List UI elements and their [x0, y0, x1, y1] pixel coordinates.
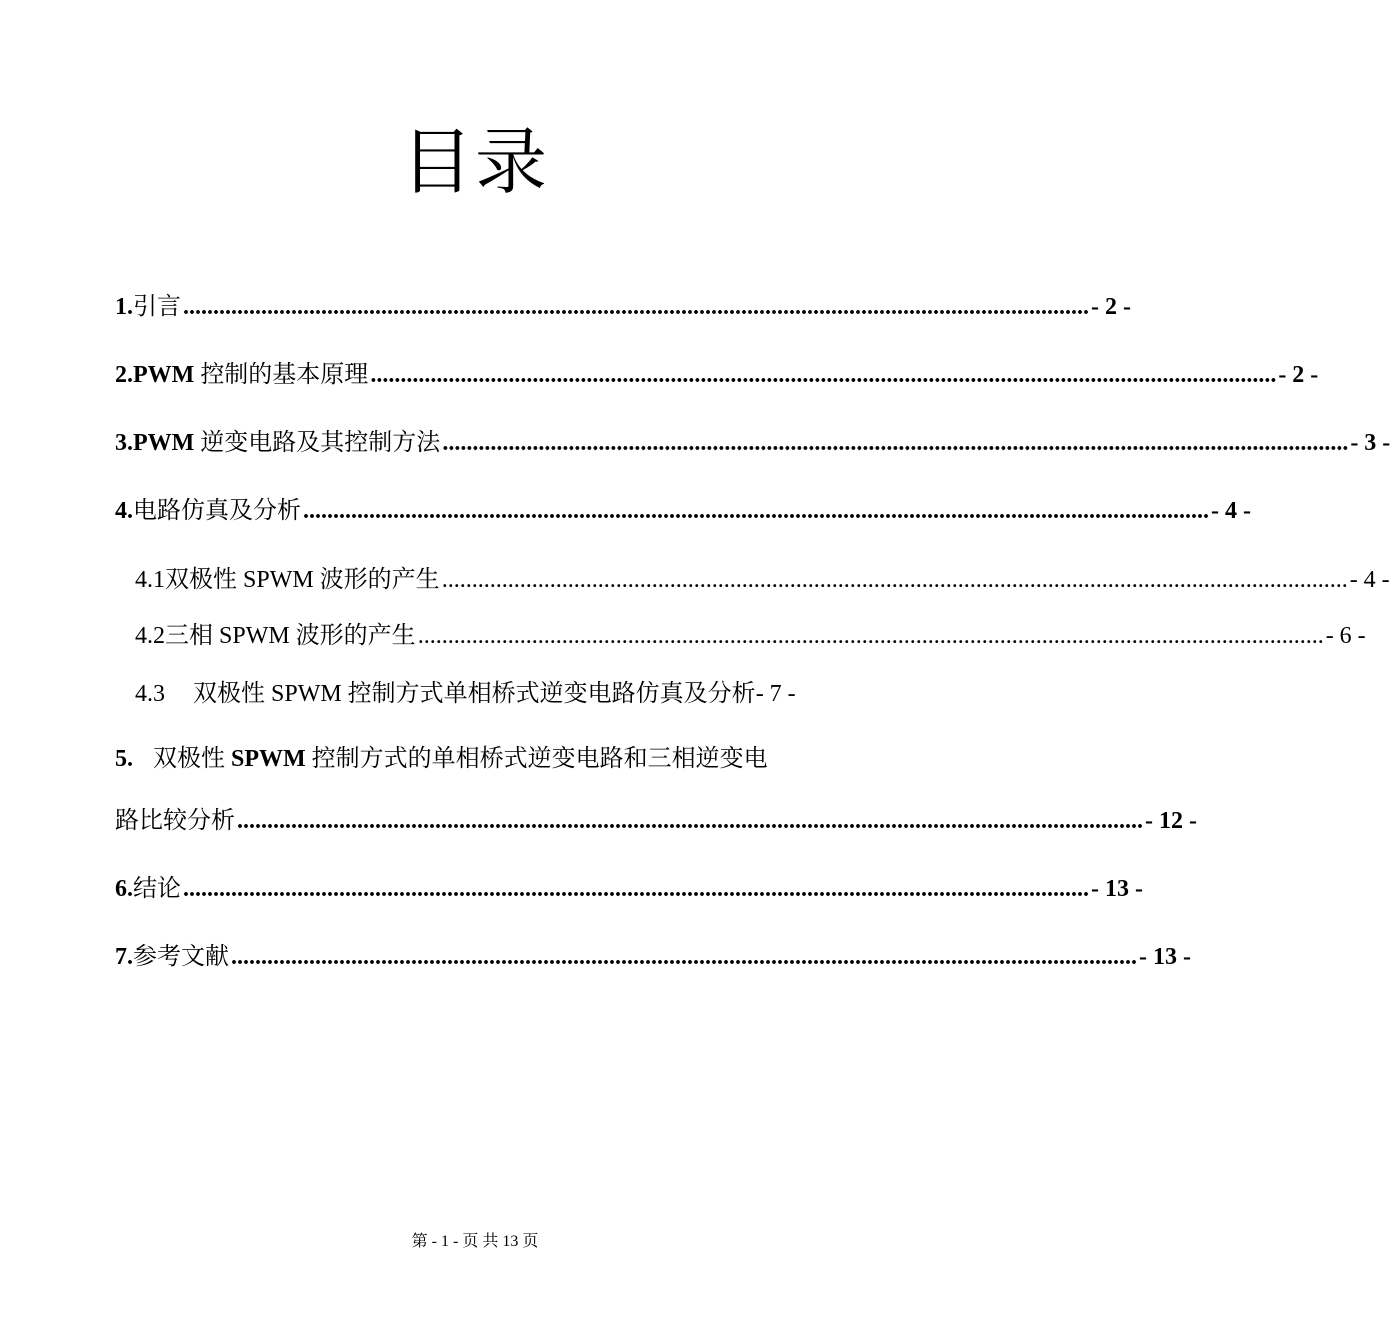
- toc-entry-title: 参考文献: [133, 944, 229, 970]
- toc-leader-dots: .......................................................................................................................................................: [370, 362, 1277, 388]
- toc-leader-dots: .......................................................................................................................................................: [237, 808, 1143, 834]
- toc-entry-title: 三相 SPWM 波形的产生: [165, 623, 416, 649]
- toc-entry-number: 4.: [115, 498, 133, 524]
- toc-entry-page: - 7 -: [755, 681, 796, 707]
- toc-entry-4[interactable]: [115, 492, 1251, 526]
- toc-entry-page: - 4 -: [1349, 567, 1390, 593]
- toc-entry-title: 双极性 SPWM 控制方式单相桥式逆变电路仿真及分析: [193, 681, 756, 707]
- toc-entry-4-1[interactable]: [115, 561, 1390, 595]
- footer-total-pages: 13: [502, 1233, 519, 1250]
- toc-entry-page: - 3 -: [1350, 430, 1390, 456]
- toc-entry-3[interactable]: [115, 424, 1390, 458]
- toc-entry-number: 5.: [115, 746, 133, 772]
- toc-entry-page: - 2 -: [1278, 362, 1319, 388]
- toc-entry-page: - 13 -: [1139, 944, 1191, 970]
- toc-entry-2[interactable]: [115, 356, 1319, 390]
- toc-entry-number: 3.: [115, 430, 133, 456]
- toc-leader-dots: .......................................................................................................................................................: [441, 567, 1348, 593]
- toc-entry-title: 电路仿真及分析: [133, 498, 301, 524]
- toc-entry-page: - 12 -: [1145, 808, 1197, 834]
- toc-entry-4-3[interactable]: [115, 675, 835, 709]
- page-title: 目录: [400, 123, 549, 203]
- footer-middle: 页 共: [462, 1233, 499, 1250]
- toc-entry-page: - 13 -: [1091, 876, 1143, 902]
- toc-entry-title: 引言: [133, 294, 181, 320]
- page-footer: [0, 1232, 950, 1252]
- toc-entry-number: 6.: [115, 876, 133, 902]
- toc-leader-dots: .......................................................................................................................................................: [183, 876, 1089, 902]
- footer-prefix: 第: [411, 1233, 428, 1250]
- toc-leader-dots: .......................................................................................................................................................: [442, 430, 1349, 456]
- toc-entry-4-2[interactable]: [115, 617, 1366, 651]
- toc-entry-page: - 4 -: [1211, 498, 1251, 524]
- footer-suffix: 页: [522, 1233, 539, 1250]
- toc-entry-title: 路比较分析: [115, 808, 235, 834]
- toc-entry-title: PWM 控制的基本原理: [133, 362, 369, 388]
- toc-entry-title: PWM 逆变电路及其控制方法: [133, 430, 441, 456]
- toc-entry-number: 4.2: [135, 623, 165, 649]
- footer-current-page: - 1 -: [431, 1233, 459, 1250]
- toc-leader-dots: .......................................................................................................................................................: [183, 294, 1089, 320]
- toc-entry-page: - 6 -: [1325, 623, 1366, 649]
- toc-entry-number: 1.: [115, 294, 133, 320]
- toc-entry-number: 4.3: [135, 681, 165, 707]
- toc-entry-number: 4.1: [135, 567, 165, 593]
- toc-leader-dots: .......................................................................................................................................................: [303, 498, 1209, 524]
- toc-leader-dots: .......................................................................................................................................................: [417, 623, 1324, 649]
- toc-entry-page: - 2 -: [1091, 294, 1131, 320]
- toc-entry-7[interactable]: [115, 938, 1191, 972]
- toc-entry-5[interactable]: [115, 802, 1197, 836]
- toc-entry-6[interactable]: [115, 870, 1143, 904]
- toc-entry-5-line1[interactable]: 5. 双极性 SPWM 控制方式的单相桥式逆变电路和三相逆变电: [115, 746, 768, 772]
- toc-leader-dots: .......................................................................................................................................................: [231, 944, 1137, 970]
- toc-entry-1[interactable]: [115, 288, 1131, 322]
- toc-entry-number: 2.: [115, 362, 133, 388]
- toc-entry-number: 7.: [115, 944, 133, 970]
- toc-entry-title: 双极性 SPWM 波形的产生: [165, 567, 440, 593]
- toc-entry-title: 结论: [133, 876, 181, 902]
